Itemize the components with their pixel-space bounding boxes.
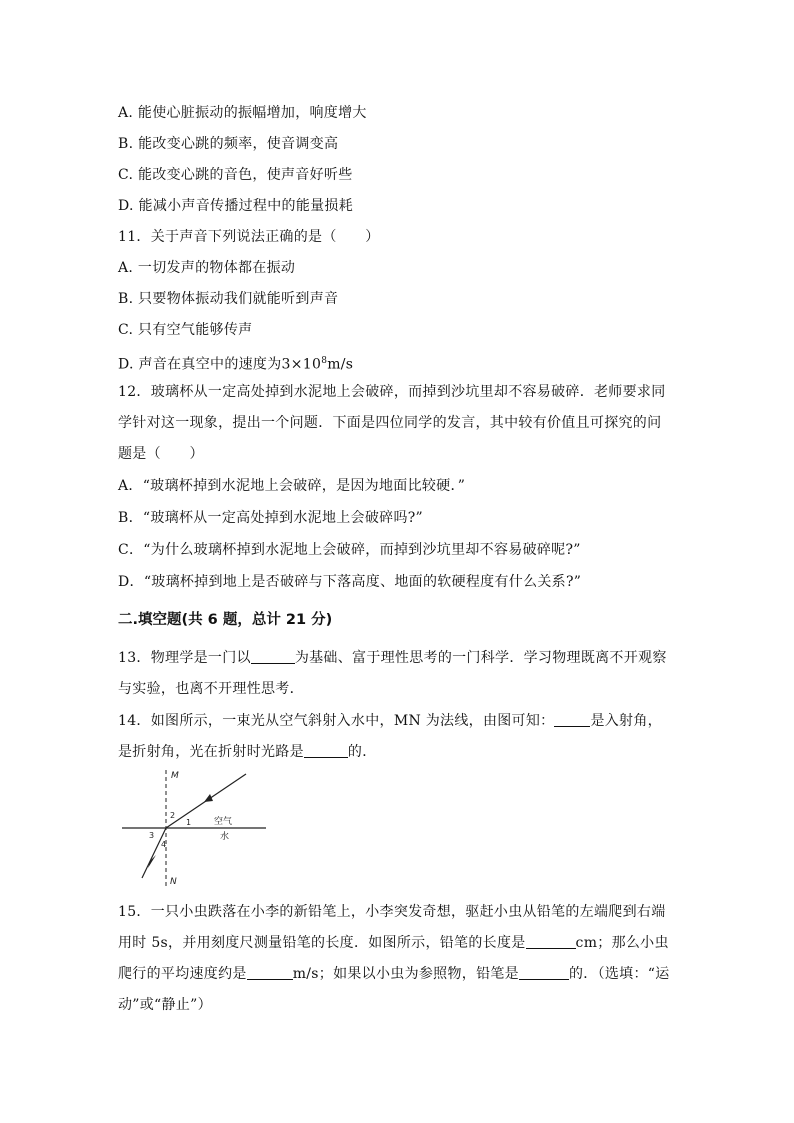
q14-blank-reversible[interactable] xyxy=(304,743,348,758)
q12-option-b: B．“玻璃杯从一定高处掉到水泥地上会破碎吗?” xyxy=(118,510,424,526)
q15-line2a: 用时 5s，并用刻度尺测量铅笔的长度．如图所示，铅笔的长度是 xyxy=(118,935,526,951)
q12-stem-line3: 题是（ ） xyxy=(118,446,204,462)
q10-option-d: D. 能减小声音传播过程中的能量损耗 xyxy=(118,198,354,214)
q14-blank-incident[interactable] xyxy=(554,712,590,727)
angle-label-1: 1 xyxy=(186,818,192,827)
q14-line2 xyxy=(118,742,377,762)
q15-line3b: m/s；如果以小虫为参照物，铅笔是 xyxy=(292,966,519,982)
q13-blank[interactable] xyxy=(251,649,295,664)
q11-option-d-suffix: m/s xyxy=(327,356,354,373)
q15-line3c: 的．（选填：“运 xyxy=(568,966,670,982)
q15-line1: 15．一只小虫跌落在小李的新铅笔上，小李突发奇想，驱赶小虫从铅笔的左端爬到右端 xyxy=(118,904,666,920)
q15-blank-motion[interactable] xyxy=(519,965,569,980)
q15-line2 xyxy=(118,933,669,953)
q14-line2a: 是折射角，光在折射时光路是 xyxy=(118,744,304,760)
q12-stem-line2: 学针对这一现象，提出一个问题．下面是四位同学的发言，其中较有价值且可探究的问 xyxy=(118,415,662,431)
q14-line1 xyxy=(118,711,662,731)
q11-option-c: C. 只有空气能够传声 xyxy=(118,322,253,338)
q15-line3 xyxy=(118,964,670,984)
label-water: 水 xyxy=(220,832,230,842)
angle-label-2: 2 xyxy=(170,811,176,820)
q10-option-c: C. 能改变心跳的音色，使声音好听些 xyxy=(118,167,353,183)
incident-arrow-icon xyxy=(204,794,213,802)
section-heading: 二.填空题(共 6 题，总计 21 分) xyxy=(118,612,333,628)
q11-option-b: B. 只要物体振动我们就能听到声音 xyxy=(118,291,339,307)
q13-line2: 与实验，也离不开理性思考． xyxy=(118,681,304,697)
q15-line2b: cm；那么小虫 xyxy=(575,935,669,951)
refraction-diagram xyxy=(118,768,268,890)
q14-part2: 是入射角， xyxy=(590,713,662,729)
q11-stem: 11．关于声音下列说法正确的是（ ） xyxy=(118,229,380,245)
q11-option-d xyxy=(118,351,353,375)
refraction-figure xyxy=(118,768,268,890)
q13-line1 xyxy=(118,648,667,668)
q11-option-d-exponent: 8 xyxy=(321,356,328,366)
q14-line2b: 的． xyxy=(347,744,377,760)
label-air: 空气 xyxy=(214,817,233,827)
label-m: M xyxy=(171,771,179,781)
q15-line4: 动”或“静止”） xyxy=(118,997,212,1013)
q14-part1: 14．如图所示，一束光从空气斜射入水中，MN 为法线，由图可知： xyxy=(118,713,555,729)
q11-option-a: A. 一切发声的物体都在振动 xyxy=(118,260,296,276)
q15-blank-length[interactable] xyxy=(526,934,576,949)
q15-line3a: 爬行的平均速度约是 xyxy=(118,966,247,982)
q12-option-d: D．“玻璃杯掉到地上是否破碎与下落高度、地面的软硬程度有什么关系?” xyxy=(118,574,582,590)
angle-label-4: 4 xyxy=(161,840,167,849)
q13-part2: 为基础、富于理性思考的一门科学．学习物理既离不开观察 xyxy=(294,650,667,666)
q13-part1: 13．物理学是一门以 xyxy=(118,650,251,666)
label-n: N xyxy=(170,877,177,887)
q10-option-b: B. 能改变心跳的频率，使音调变高 xyxy=(118,136,339,152)
q10-option-a: A. 能使心脏振动的振幅增加，响度增大 xyxy=(118,105,367,121)
q12-option-c: C．“为什么玻璃杯掉到水泥地上会破碎，而掉到沙坑里却不容易破碎呢?” xyxy=(118,542,581,558)
q12-stem-line1: 12．玻璃杯从一定高处掉到水泥地上会破碎，而掉到沙坑里却不容易破碎．老师要求同 xyxy=(118,384,666,400)
q15-blank-speed[interactable] xyxy=(247,965,293,980)
angle-label-3: 3 xyxy=(149,831,155,840)
q11-option-d-prefix: D. 声音在真空中的速度为3×10 xyxy=(118,356,322,373)
q12-option-a: A．“玻璃杯掉到水泥地上会破碎，是因为地面比较硬．” xyxy=(118,478,466,494)
